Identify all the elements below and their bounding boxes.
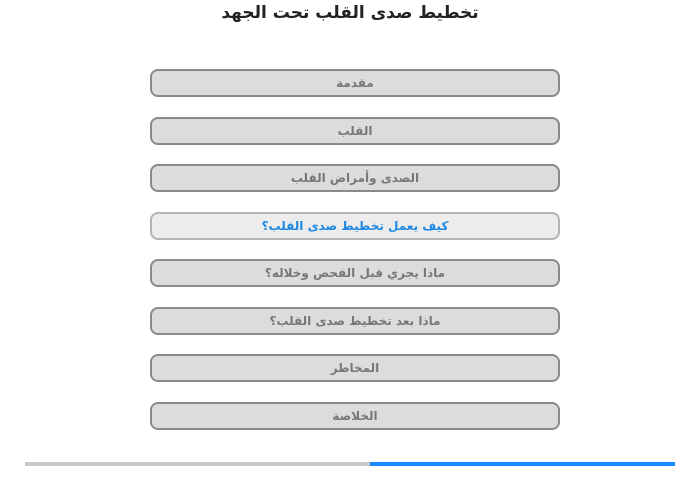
page-title: تخطيط صدى القلب تحت الجهد [221,3,479,23]
menu-item-risks[interactable]: المخاطر [150,354,560,382]
menu-item-summary[interactable]: الخلاصة [150,402,560,430]
menu-item-introduction[interactable]: مقدمة [150,69,560,97]
progress-bar [25,462,675,466]
menu-item-after-echo[interactable]: ماذا بعد تخطيط صدى القلب؟ [150,307,560,335]
menu-item-before-and-during[interactable]: ماذا يجري قبل الفحص وخلاله؟ [150,259,560,287]
progress-bar-fill [370,462,676,466]
menu-item-how-it-works[interactable]: كيف يعمل تخطيط صدى القلب؟ [150,212,560,240]
menu-item-echo-and-heart-disease[interactable]: الصدى وأمراض القلب [150,164,560,192]
menu-item-heart[interactable]: القلب [150,117,560,145]
chapter-menu [150,69,560,449]
